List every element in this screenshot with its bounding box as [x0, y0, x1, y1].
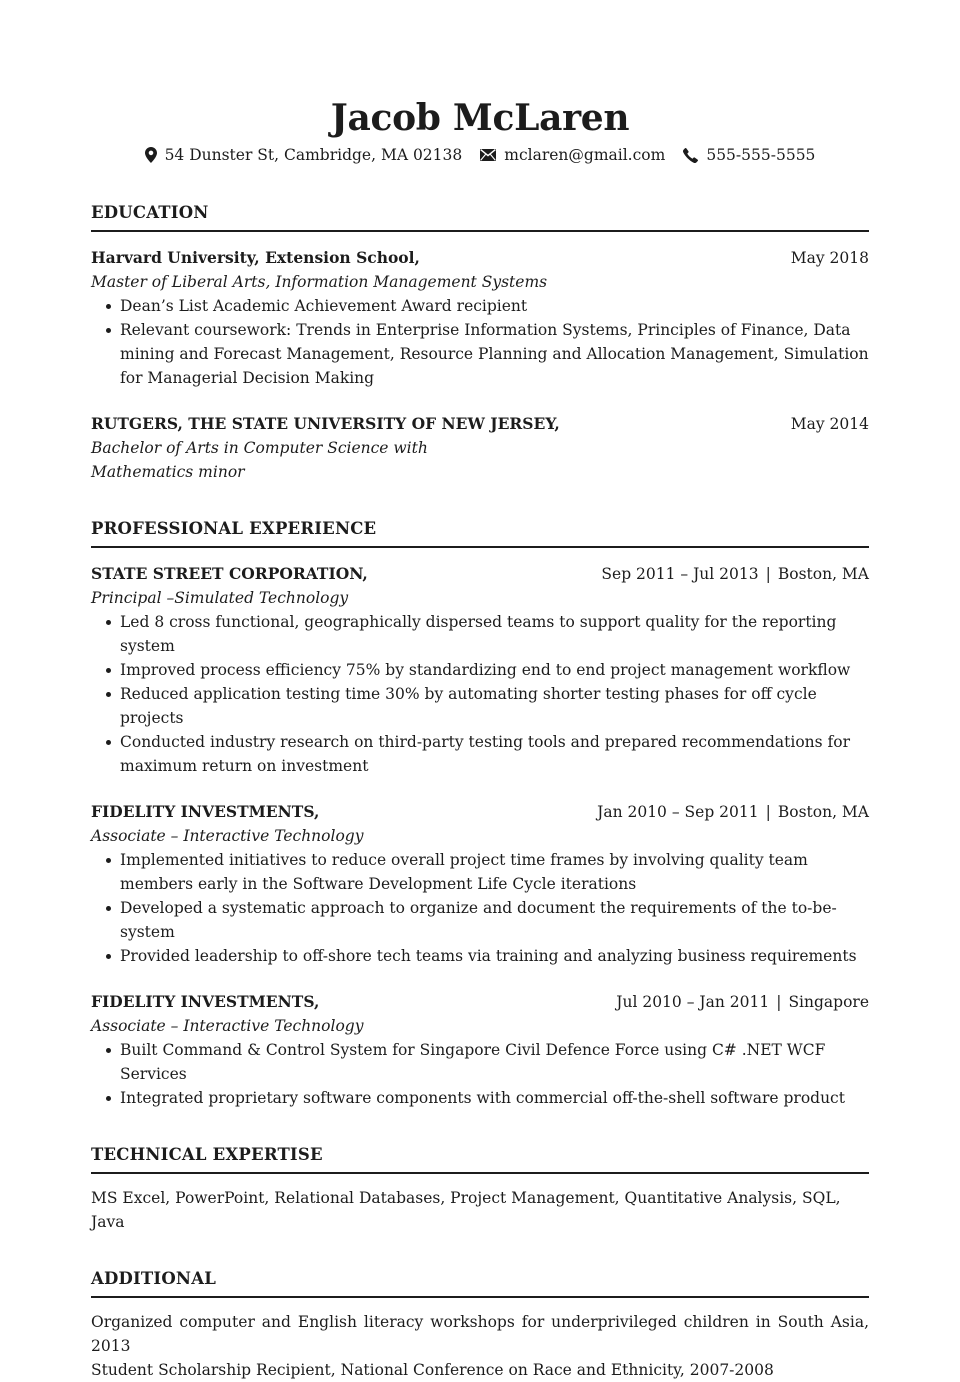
address-text: 54 Dunster St, Cambridge, MA 02138: [164, 146, 463, 164]
bullet-item: Conducted industry research on third-party testing tools and prepared recommendations for maximum return on investment: [120, 730, 869, 778]
bullet-item: Reduced application testing time 30% by automating shorter testing phases for off cycle projects: [120, 682, 869, 730]
map-pin-icon: [145, 147, 157, 163]
entry-header: [91, 246, 869, 270]
graduation-date: May 2018: [790, 249, 869, 267]
education-bullets: [91, 294, 869, 390]
section-title-experience: PROFESSIONAL EXPERIENCE: [91, 518, 869, 548]
contact-phone[interactable]: [683, 144, 815, 166]
job-dates: Jul 2010 – Jan 2011: [616, 993, 770, 1011]
contact-bar: [91, 144, 869, 166]
entry-header: [91, 800, 869, 824]
job-dates: Sep 2011 – Jul 2013: [601, 565, 759, 583]
education-section: [91, 202, 869, 484]
job-meta: Jul 2010 – Jan 2011 | Singapore: [616, 993, 869, 1011]
experience-entry: [91, 990, 869, 1110]
section-title-additional: ADDITIONAL: [91, 1268, 869, 1298]
company-name: STATE STREET CORPORATION,: [91, 564, 368, 583]
job-meta: Jan 2010 – Sep 2011 | Boston, MA: [597, 803, 869, 821]
additional-line: Organized computer and English literacy workshops for underprivileged children in South Asia, 2013: [91, 1313, 869, 1355]
contact-address: [145, 144, 463, 166]
job-role: Associate – Interactive Technology: [91, 827, 364, 845]
job-location: Boston, MA: [777, 803, 869, 821]
bullet-item: Integrated proprietary software components with commercial off-the-shell software product: [120, 1086, 869, 1110]
job-role: Associate – Interactive Technology: [91, 1017, 364, 1035]
additional-section: [91, 1268, 869, 1382]
bullet-item: Implemented initiatives to reduce overall project time frames by involving quality team members early in the Software Development Life Cycle iterations: [120, 848, 869, 896]
institution-name: Harvard University, Extension School,: [91, 248, 420, 267]
degree-title: Master of Liberal Arts, Information Management Systems: [91, 273, 548, 291]
envelope-icon: [480, 149, 496, 161]
job-location: Boston, MA: [777, 565, 869, 583]
experience-bullets: [91, 1038, 869, 1110]
bullet-item: Improved process efficiency 75% by standardizing end to end project management workflow: [120, 658, 869, 682]
job-location: Singapore: [788, 993, 869, 1011]
candidate-name: Jacob McLaren: [330, 97, 630, 139]
job-meta: Sep 2011 – Jul 2013 | Boston, MA: [601, 565, 869, 583]
contact-email[interactable]: [480, 144, 665, 166]
bullet-item: Built Command & Control System for Singapore Civil Defence Force using C# .NET WCF Services: [120, 1038, 869, 1086]
experience-bullets: [91, 610, 869, 778]
bullet-item: Dean’s List Academic Achievement Award recipient: [120, 294, 869, 318]
job-dates: Jan 2010 – Sep 2011: [597, 803, 759, 821]
skills-text: MS Excel, PowerPoint, Relational Databases, Project Management, Quantitative Analysis, SQL, Java: [91, 1189, 841, 1231]
entry-header: [91, 412, 869, 436]
additional-line: Student Scholarship Recipient, National Conference on Race and Ethnicity, 2007-2008: [91, 1361, 774, 1379]
education-entry: [91, 412, 869, 484]
bullet-item: Developed a systematic approach to organize and document the requirements of the to-be-system: [120, 896, 869, 944]
job-role: Principal –Simulated Technology: [91, 589, 349, 607]
phone-text[interactable]: 555-555-5555: [706, 146, 816, 164]
graduation-date: May 2014: [790, 415, 869, 433]
experience-bullets: [91, 848, 869, 968]
company-name: FIDELITY INVESTMENTS,: [91, 802, 320, 821]
entry-header: [91, 990, 869, 1014]
education-entry: [91, 246, 869, 390]
experience-section: [91, 518, 869, 1110]
bullet-item: Relevant coursework: Trends in Enterprise Information Systems, Principles of Finance, Data mining and Forecast Management, Resource Planning and Allocation Management, Simulation for Managerial Decision Making: [120, 318, 869, 390]
experience-entry: [91, 800, 869, 968]
experience-entry: [91, 562, 869, 778]
bullet-item: Provided leadership to off-shore tech teams via training and analyzing business requirements: [120, 944, 869, 968]
bullet-item: Led 8 cross functional, geographically dispersed teams to support quality for the reporting system: [120, 610, 869, 658]
section-title-education: EDUCATION: [91, 202, 869, 232]
entry-header: [91, 562, 869, 586]
email-text[interactable]: mclaren@gmail.com: [504, 146, 666, 164]
institution-name: RUTGERS, THE STATE UNIVERSITY OF NEW JERSEY,: [91, 414, 560, 433]
additional-list: [91, 1310, 869, 1382]
phone-icon: [683, 148, 698, 163]
company-name: FIDELITY INVESTMENTS,: [91, 992, 320, 1011]
section-title-technical: TECHNICAL EXPERTISE: [91, 1144, 869, 1174]
technical-section: [91, 1144, 869, 1234]
degree-title: Bachelor of Arts in Computer Science with Mathematics minor: [91, 439, 428, 481]
